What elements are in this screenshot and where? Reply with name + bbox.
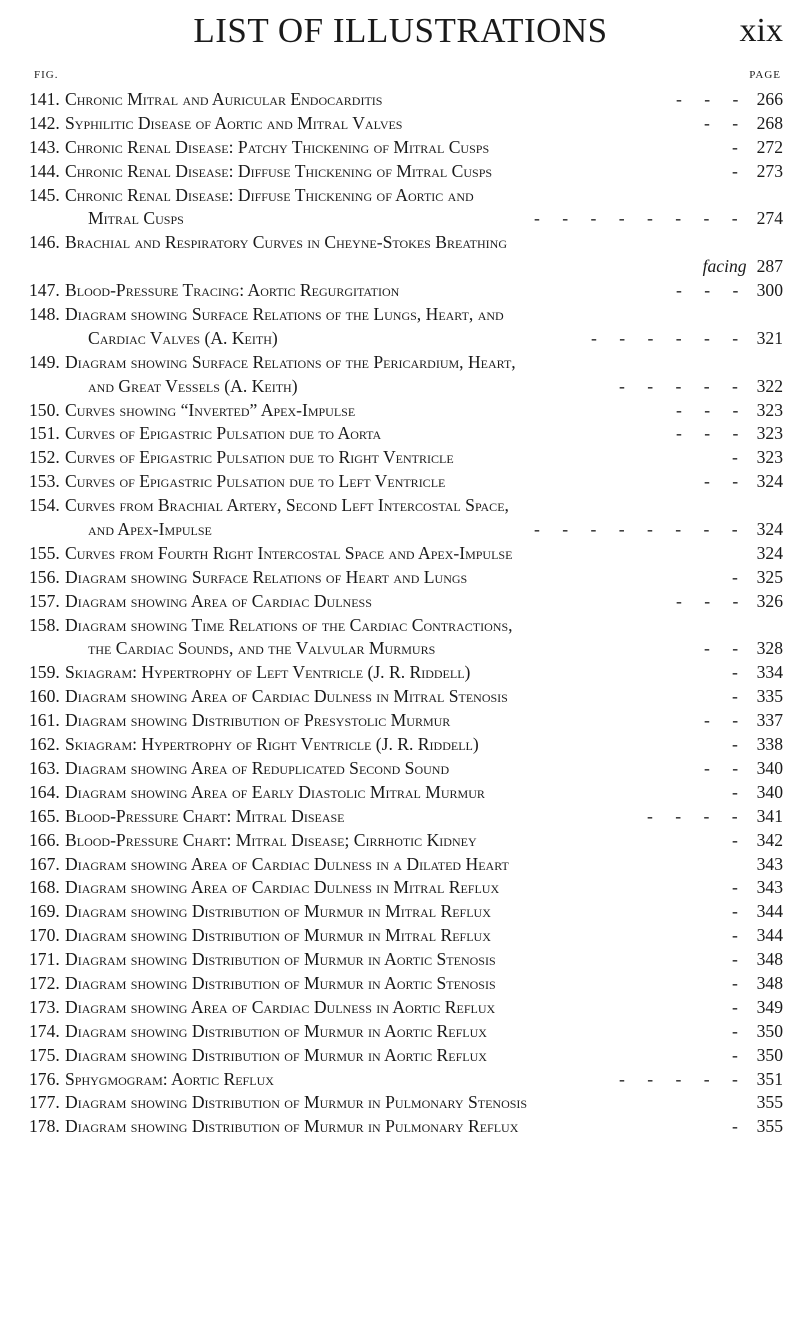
list-item: [0, 972, 801, 996]
list-item: [0, 470, 801, 494]
figure-caption: Skiagram: Hypertrophy of Right Ventricle (J. R. Riddell): [65, 734, 479, 755]
dot-leader: - -: [704, 710, 748, 731]
page-reference: [757, 661, 783, 685]
page-reference: [757, 590, 783, 614]
list-item: [0, 590, 801, 614]
page-number-ref: 335: [756, 686, 783, 707]
figure-number: 145.: [29, 184, 60, 205]
figure-caption: Chronic Renal Disease: Diffuse Thickening of Mitral Cusps: [65, 160, 493, 181]
figure-caption: Diagram showing Area of Cardiac Dulness in Mitral Reflux: [65, 877, 500, 898]
dot-leader: -: [732, 566, 747, 587]
entry-line: [0, 805, 801, 829]
entry-line: [0, 255, 801, 279]
page-number-ref: 274: [756, 208, 783, 229]
list-item: [0, 1020, 801, 1044]
dot-leader: - - -: [676, 399, 748, 420]
page-number-ref: 342: [756, 829, 783, 850]
figure-caption: Mitral Cusps: [88, 208, 184, 229]
dot-leader: - -: [704, 757, 748, 778]
dot-leader: - - -: [676, 423, 748, 444]
figure-caption: Curves of Epigastric Pulsation due to Right Ventricle: [65, 447, 454, 468]
page-number-ref: 323: [756, 399, 783, 420]
page-reference: [757, 160, 783, 184]
list-item: [0, 136, 801, 160]
figure-number: 156.: [29, 566, 60, 587]
entry-line: [0, 924, 801, 948]
page-reference: [757, 1044, 783, 1068]
list-item: [0, 184, 801, 232]
figure-caption: Chronic Mitral and Auricular Endocarditis: [65, 89, 383, 109]
page-reference: [757, 709, 783, 733]
figure-number: 178.: [29, 1116, 60, 1137]
page-number-ref: 355: [756, 1116, 783, 1137]
page-number-ref: 344: [756, 901, 783, 922]
entry-line: [0, 733, 801, 757]
entry-line: [0, 781, 801, 805]
figure-caption: Diagram showing Area of Cardiac Dulness in a Dilated Heart: [65, 853, 509, 874]
figure-number: 164.: [29, 781, 60, 802]
entry-line: [0, 375, 801, 399]
page-number-ref: 334: [756, 662, 783, 683]
dot-leader: -: [732, 972, 747, 993]
dot-leader: -: [732, 829, 747, 850]
figure-number: 162.: [29, 734, 60, 755]
dot-leader: -: [732, 877, 747, 898]
page-number-ref: 340: [756, 757, 783, 778]
list-item: [0, 422, 801, 446]
page-reference: [757, 399, 783, 423]
figure-number: 174.: [29, 1020, 60, 1041]
list-item: [0, 542, 801, 566]
figure-caption: Cardiac Valves (A. Keith): [88, 327, 278, 348]
figure-caption: Curves from Brachial Artery, Second Left Intercostal Space,: [65, 495, 509, 516]
dot-leader: -: [732, 160, 747, 181]
page-number-ref: 350: [756, 1020, 783, 1041]
figure-caption: Skiagram: Hypertrophy of Left Ventricle (J. R. Riddell): [65, 662, 471, 683]
page-reference: [757, 924, 783, 948]
entry-line: [0, 112, 801, 136]
list-item: [0, 829, 801, 853]
figure-number: 157.: [29, 590, 60, 611]
figure-number: 141.: [29, 89, 60, 109]
figure-caption: Diagram showing Time Relations of the Cardiac Contractions,: [65, 614, 513, 635]
figure-number: 160.: [29, 686, 60, 707]
list-item: [0, 494, 801, 542]
page-header: [0, 8, 801, 54]
dot-leader: - - - - - - - -: [534, 519, 747, 540]
dot-leader: - -: [704, 112, 748, 133]
figure-caption: Diagram showing Area of Cardiac Dulness: [65, 590, 372, 611]
entry-line: [0, 1091, 801, 1115]
dot-leader: - - - - -: [619, 1068, 747, 1089]
page-reference: [757, 829, 783, 853]
list-item: [0, 900, 801, 924]
list-item: [0, 757, 801, 781]
entry-line: [0, 1044, 801, 1068]
entry-line: [0, 853, 801, 877]
page-reference: [757, 1068, 783, 1092]
dot-leader: - - - - - - - -: [534, 208, 747, 229]
figure-number: 173.: [29, 996, 60, 1017]
figure-number: 153.: [29, 471, 60, 492]
list-item: [0, 446, 801, 470]
list-item: [0, 1091, 801, 1115]
entry-line: [0, 303, 801, 327]
figure-caption: Diagram showing Distribution of Murmur in Aortic Reflux: [65, 1044, 487, 1065]
page-reference: [757, 1020, 783, 1044]
page-number-ref: 324: [756, 471, 783, 492]
page-reference: [757, 207, 783, 231]
figure-caption: Diagram showing Distribution of Murmur in Pulmonary Stenosis: [65, 1092, 528, 1113]
page-number-ref: 343: [756, 853, 783, 874]
figure-number: 166.: [29, 829, 60, 850]
dot-leader: -: [732, 136, 747, 157]
figure-number: 171.: [29, 949, 60, 970]
figure-number: 168.: [29, 877, 60, 898]
page-reference: [757, 805, 783, 829]
page-number-ref: 341: [756, 805, 783, 826]
dot-leader: -: [732, 996, 747, 1017]
figure-caption: Sphygmogram: Aortic Reflux: [65, 1068, 274, 1089]
figure-number: 148.: [29, 304, 60, 325]
list-item: [0, 614, 801, 662]
page-reference: [757, 853, 783, 877]
page-number-ref: 348: [756, 972, 783, 993]
figure-number: 152.: [29, 447, 60, 468]
page-number-ref: 324: [756, 519, 783, 540]
entry-line: [0, 160, 801, 184]
list-item: [0, 231, 801, 279]
entry-line: [0, 876, 801, 900]
page-reference: [757, 566, 783, 590]
entry-line: [0, 470, 801, 494]
figure-number: 161.: [29, 710, 60, 731]
dot-leader: - - -: [676, 280, 748, 301]
figure-number: 150.: [29, 399, 60, 420]
dot-leader: -: [732, 901, 747, 922]
dot-leader: -: [732, 1116, 747, 1137]
page-number-ref: 300: [756, 280, 783, 301]
figure-caption: Curves from Fourth Right Intercostal Space and Apex-Impulse: [65, 542, 513, 563]
figure-caption: Diagram showing Distribution of Murmur in Aortic Stenosis: [65, 949, 496, 970]
page-reference: [757, 948, 783, 972]
page-reference: [757, 1091, 783, 1115]
page-number-ref: 343: [756, 877, 783, 898]
page-reference: [757, 136, 783, 160]
figure-caption: Blood-Pressure Tracing: Aortic Regurgitation: [65, 280, 400, 301]
list-item: [0, 948, 801, 972]
list-item: [0, 88, 801, 112]
entry-line: [0, 709, 801, 733]
entry-line: [0, 685, 801, 709]
page-reference: [757, 542, 783, 566]
page-number-ref: 268: [756, 112, 783, 133]
page-reference: [757, 1115, 783, 1139]
entry-line: [0, 948, 801, 972]
figure-number: 170.: [29, 925, 60, 946]
page-reference: [757, 470, 783, 494]
list-item: [0, 1115, 801, 1139]
figure-number: 176.: [29, 1068, 60, 1089]
page-reference: [757, 422, 783, 446]
page-reference: [757, 733, 783, 757]
page-reference: [757, 996, 783, 1020]
figure-caption: Diagram showing Area of Reduplicated Second Sound: [65, 757, 450, 778]
dot-leader: - - - - - -: [591, 327, 748, 348]
figure-caption: Diagram showing Surface Relations of Heart and Lungs: [65, 566, 468, 587]
page-number: xix: [739, 12, 783, 49]
figure-number: 151.: [29, 423, 60, 444]
dot-leader: -: [732, 662, 747, 683]
page-title: LIST OF ILLUSTRATIONS: [193, 11, 608, 50]
entry-line: [0, 542, 801, 566]
page-number-ref: 340: [756, 781, 783, 802]
page-reference: [757, 279, 783, 303]
facing-label: facing: [702, 256, 747, 277]
column-headings: [0, 69, 801, 83]
list-item: [0, 279, 801, 303]
figure-caption: Diagram showing Distribution of Murmur in Mitral Reflux: [65, 901, 491, 922]
dot-leader: - -: [704, 471, 748, 492]
figure-caption: and Great Vessels (A. Keith): [88, 375, 298, 396]
figure-number: 143.: [29, 136, 60, 157]
figure-caption: Chronic Renal Disease: Diffuse Thickening of Aortic and: [65, 184, 474, 205]
entry-line: [0, 279, 801, 303]
page-number-ref: 337: [756, 710, 783, 731]
page-number-ref: 273: [756, 160, 783, 181]
entry-line: [0, 829, 801, 853]
page-reference: [757, 972, 783, 996]
entry-line: [0, 590, 801, 614]
list-item: [0, 399, 801, 423]
list-item: [0, 112, 801, 136]
page-number-ref: 326: [756, 590, 783, 611]
entry-line: [0, 207, 801, 231]
figure-caption: Diagram showing Area of Cardiac Dulness in Mitral Stenosis: [65, 686, 508, 707]
dot-leader: -: [732, 1020, 747, 1041]
list-item: [0, 160, 801, 184]
page-number-ref: 321: [756, 327, 783, 348]
figure-caption: Diagram showing Area of Early Diastolic Mitral Murmur: [65, 781, 485, 802]
figure-caption: the Cardiac Sounds, and the Valvular Murmurs: [88, 638, 436, 659]
page-number-ref: 350: [756, 1044, 783, 1065]
list-item: [0, 805, 801, 829]
page-number-ref: 355: [756, 1092, 783, 1113]
figure-caption: Diagram showing Surface Relations of the Pericardium, Heart,: [65, 351, 516, 372]
dot-leader: - - - - -: [619, 375, 747, 396]
entry-line: [0, 446, 801, 470]
dot-leader: - - -: [676, 89, 748, 109]
figure-caption: Diagram showing Distribution of Presystolic Murmur: [65, 710, 451, 731]
page-reference: [757, 375, 783, 399]
figure-caption: Blood-Pressure Chart: Mitral Disease: [65, 805, 345, 826]
entry-line: [0, 184, 801, 208]
figure-caption: Curves showing “Inverted” Apex-Impulse: [65, 399, 356, 420]
dot-leader: -: [732, 949, 747, 970]
list-item: [0, 1044, 801, 1068]
entry-line: [0, 399, 801, 423]
page-number-ref: 287: [756, 256, 783, 277]
figure-number: 147.: [29, 280, 60, 301]
page-column-label: PAGE: [749, 69, 781, 81]
dot-leader: -: [732, 447, 747, 468]
page-number-ref: 324: [756, 542, 783, 563]
entry-line: [0, 1068, 801, 1092]
entry-line: [0, 494, 801, 518]
list-item: [0, 566, 801, 590]
illustrations-list: [0, 88, 801, 1139]
page-number-ref: 325: [756, 566, 783, 587]
list-item: [0, 924, 801, 948]
page-reference: [757, 637, 783, 661]
page-number-ref: 322: [756, 375, 783, 396]
page-number-ref: 328: [756, 638, 783, 659]
dot-leader: -: [732, 734, 747, 755]
entry-line: [0, 422, 801, 446]
list-item: [0, 996, 801, 1020]
page-reference: [757, 518, 783, 542]
figure-number: 163.: [29, 757, 60, 778]
entry-line: [0, 327, 801, 351]
entry-line: [0, 972, 801, 996]
page-reference: [757, 112, 783, 136]
page-number-ref: 323: [756, 447, 783, 468]
entry-line: [0, 518, 801, 542]
page-reference: [757, 757, 783, 781]
figure-number: 149.: [29, 351, 60, 372]
figure-caption: Chronic Renal Disease: Patchy Thickening of Mitral Cusps: [65, 136, 490, 157]
figure-number: 146.: [29, 232, 60, 253]
page-number-ref: 323: [756, 423, 783, 444]
dot-leader: -: [732, 1044, 747, 1065]
list-item: [0, 661, 801, 685]
figure-number: 177.: [29, 1092, 60, 1113]
figure-number: 142.: [29, 112, 60, 133]
page-number-ref: 344: [756, 925, 783, 946]
entry-line: [0, 996, 801, 1020]
page-reference: [703, 255, 783, 279]
entry-line: [0, 637, 801, 661]
figure-number: 175.: [29, 1044, 60, 1065]
list-item: [0, 1068, 801, 1092]
figure-number: 155.: [29, 542, 60, 563]
figure-caption: Diagram showing Distribution of Murmur in Aortic Stenosis: [65, 972, 496, 993]
entry-line: [0, 351, 801, 375]
figure-caption: and Apex-Impulse: [88, 519, 212, 540]
figure-caption: Diagram showing Area of Cardiac Dulness in Aortic Reflux: [65, 996, 496, 1017]
list-item: [0, 781, 801, 805]
entry-line: [0, 614, 801, 638]
dot-leader: -: [732, 686, 747, 707]
figure-caption: Curves of Epigastric Pulsation due to Aorta: [65, 423, 382, 444]
dot-leader: - - -: [676, 590, 748, 611]
figure-caption: Blood-Pressure Chart: Mitral Disease; Cirrhotic Kidney: [65, 829, 477, 850]
list-item: [0, 733, 801, 757]
figure-caption: Diagram showing Distribution of Murmur in Aortic Reflux: [65, 1020, 487, 1041]
page-reference: [757, 900, 783, 924]
page-number-ref: 272: [756, 136, 783, 157]
dot-leader: - -: [704, 638, 748, 659]
figure-caption: Syphilitic Disease of Aortic and Mitral Valves: [65, 112, 403, 133]
entry-line: [0, 900, 801, 924]
list-item: [0, 876, 801, 900]
page-number-ref: 351: [756, 1068, 783, 1089]
entry-line: [0, 1020, 801, 1044]
page-number-ref: 348: [756, 949, 783, 970]
page-reference: [757, 327, 783, 351]
dot-leader: -: [732, 925, 747, 946]
entry-line: [0, 88, 801, 112]
figure-number: 154.: [29, 495, 60, 516]
figure-number: 167.: [29, 853, 60, 874]
dot-leader: -: [732, 781, 747, 802]
figure-number: 169.: [29, 901, 60, 922]
figure-number: 158.: [29, 614, 60, 635]
page-number-ref: 349: [756, 996, 783, 1017]
page-reference: [757, 781, 783, 805]
list-item: [0, 709, 801, 733]
figure-caption: Diagram showing Distribution of Murmur in Pulmonary Reflux: [65, 1116, 519, 1137]
entry-line: [0, 566, 801, 590]
figure-caption: Brachial and Respiratory Curves in Cheyne-Stokes Breathing: [65, 232, 507, 253]
figure-caption: Curves of Epigastric Pulsation due to Left Ventricle: [65, 471, 446, 492]
page-number-ref: 266: [756, 89, 783, 109]
figure-number: 165.: [29, 805, 60, 826]
figure-number: 159.: [29, 662, 60, 683]
list-item: [0, 351, 801, 399]
page-number-ref: 338: [756, 734, 783, 755]
entry-line: [0, 661, 801, 685]
page-reference: [757, 876, 783, 900]
entry-line: [0, 231, 801, 255]
entry-line: [0, 136, 801, 160]
entry-line: [0, 1115, 801, 1139]
page-reference: [757, 446, 783, 470]
figure-caption: Diagram showing Surface Relations of the Lungs, Heart, and: [65, 304, 504, 325]
page-reference: [757, 685, 783, 709]
figure-number: 172.: [29, 972, 60, 993]
entry-line: [0, 757, 801, 781]
list-item: [0, 685, 801, 709]
list-item: [0, 303, 801, 351]
figure-caption: Diagram showing Distribution of Murmur in Mitral Reflux: [65, 925, 491, 946]
dot-leader: - - - -: [647, 805, 747, 826]
list-item: [0, 853, 801, 877]
page-reference: [757, 88, 783, 112]
fig-column-label: FIG.: [34, 69, 59, 81]
figure-number: 144.: [29, 160, 60, 181]
